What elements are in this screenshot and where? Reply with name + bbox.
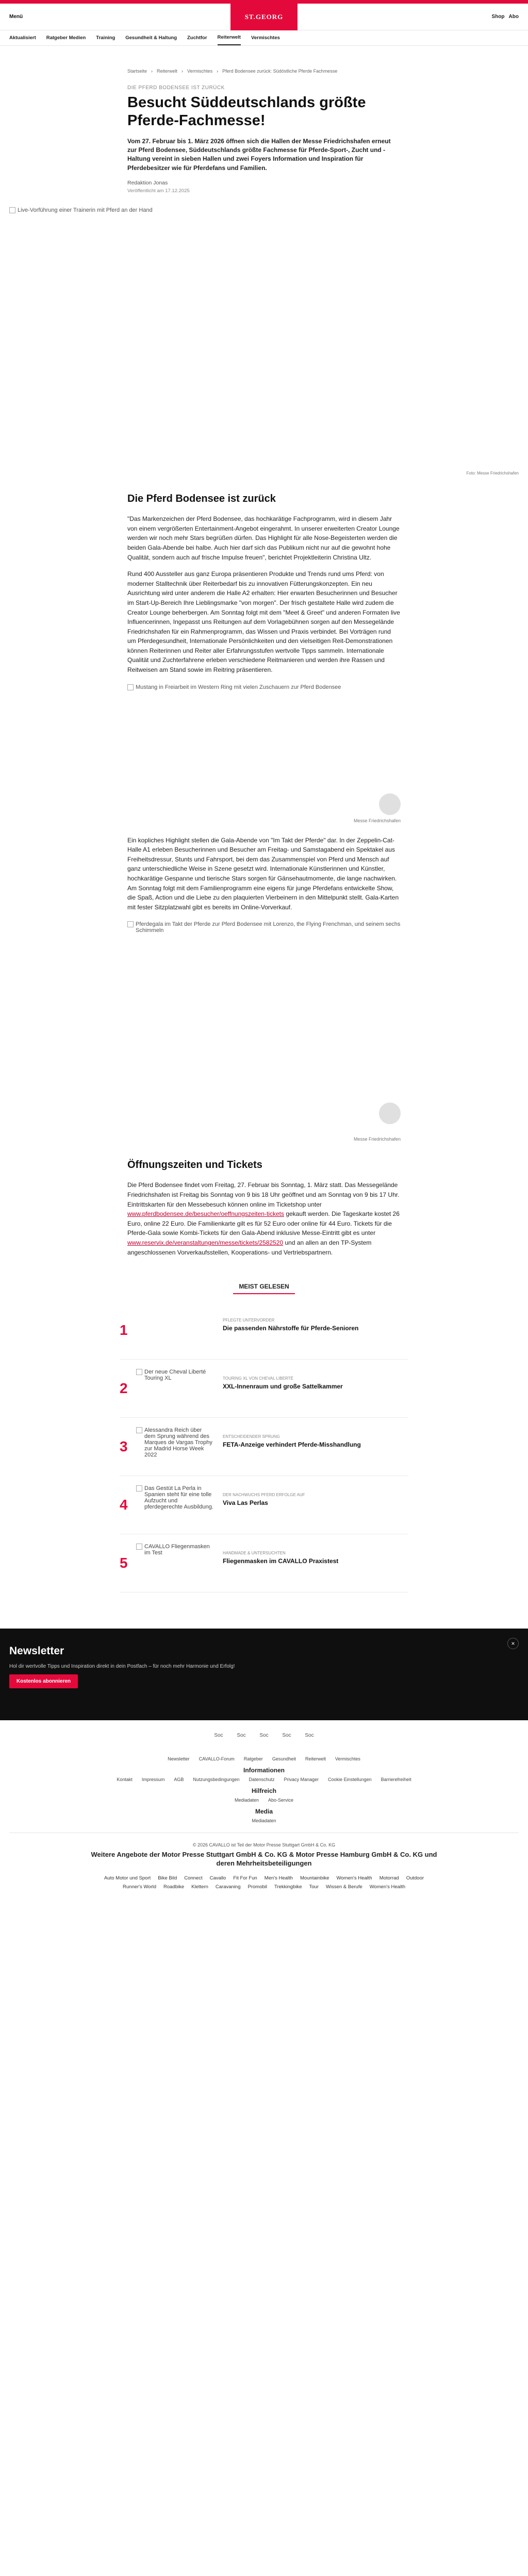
- group-link[interactable]: Promobil: [248, 1884, 267, 1890]
- footer-link[interactable]: AGB: [174, 1777, 184, 1783]
- footer-link[interactable]: Mediadaten: [252, 1818, 276, 1824]
- item-kicker: TOURING XL VON CHEVAL LIBERTÉ: [223, 1376, 293, 1381]
- logo-text: ST.GEORG: [244, 13, 284, 21]
- thumbnail: Alessandra Reich über dem Sprung während des Marques de Vargas Trophy zur Madrid Horse Week 2022: [136, 1425, 213, 1468]
- group-link[interactable]: Cavallo: [209, 1875, 226, 1881]
- nav-item-aktualisiert[interactable]: Aktualisiert: [9, 35, 36, 41]
- nav-item-zucht[interactable]: Zuchtfor: [187, 35, 207, 41]
- item-title: FETA-Anzeige verhindert Pferde-Misshandlung: [223, 1441, 361, 1449]
- footer-link[interactable]: Datenschutz: [249, 1777, 275, 1783]
- footer-link[interactable]: Vermischtes: [335, 1756, 360, 1762]
- nav-item-ratgeber[interactable]: Ratgeber Medien: [46, 35, 86, 41]
- social-icon[interactable]: Soc: [282, 1733, 291, 1739]
- breadcrumb-current: Pferd Bodensee zurück: Südöstliche Pferde Fachmesse: [222, 69, 338, 74]
- breadcrumb-item[interactable]: Vermischtes: [187, 69, 213, 74]
- breadcrumb: Startseite › Reiterwelt › Vermischtes › Pferd Bodensee zurück: Südöstliche Pferde Fachmesse: [127, 69, 338, 74]
- newsletter-subscribe-button[interactable]: Kostenlos abonnieren: [9, 1674, 78, 1688]
- section-heading: Die Pferd Bodensee ist zurück: [127, 493, 276, 505]
- gala-ticket-link[interactable]: www.reservix.de/veranstaltungen/messe/tickets/2582520: [127, 1239, 284, 1246]
- inline-figure: [127, 919, 401, 1124]
- copyright: © 2026 CAVALLO ist Teil der Motor Presse Stuttgart GmbH & Co. KG: [192, 1842, 336, 1848]
- item-title: XXL-Innenraum und große Sattelkammer: [223, 1383, 343, 1391]
- figure-alt: Mustang in Freiarbeit im Western Ring mit vielen Zuschauern zur Pferd Bodensee: [127, 682, 401, 692]
- credit-badge: [379, 793, 401, 815]
- hero-credit: Foto: Messe Friedrichshafen: [466, 471, 519, 476]
- list-item[interactable]: [120, 1301, 408, 1360]
- main-nav: [0, 30, 528, 46]
- newsletter-text: Hol dir wertvolle Tipps und Inspiration direkt in dein Postfach – für noch mehr Harmonie und Erfolg!: [9, 1664, 235, 1670]
- item-kicker: HANDMADE & UNTERSUCHTEN: [223, 1551, 286, 1556]
- group-link[interactable]: Men's Health: [264, 1875, 293, 1881]
- nav-item-reiterwelt[interactable]: Reiterwelt: [218, 30, 241, 45]
- list-item[interactable]: [120, 1534, 408, 1592]
- footer-link[interactable]: Gesundheit: [272, 1756, 296, 1762]
- group-link[interactable]: Mountainbike: [300, 1875, 329, 1881]
- group-offers-links: [9, 1875, 519, 1881]
- article-section-2: [127, 836, 401, 1142]
- article-section-1: [127, 493, 401, 823]
- footer-heading: Informationen: [243, 1767, 285, 1774]
- thumbnail: [136, 1309, 213, 1352]
- article-author: Redaktion Jonas: [127, 180, 168, 187]
- nav-item-gesundheit[interactable]: Gesundheit & Haltung: [125, 35, 177, 41]
- footer-link[interactable]: Newsletter: [168, 1756, 190, 1762]
- paragraph: "Das Markenzeichen der Pferd Bodensee, das hochkarätige Fachprogramm, wird in diesem Jahr von einem vergrößerten Entertainment-Angebot eingerahmt. In unserer erweiterten Creator Lounge werden wir noch mehr Stars begrüßen dürfen. Das Highlight für alle Nose-Begeisterten werden die beiden Gala-Abende bei halbe. Auch hier darf sich das Publikum nicht nur auf die gewohnt hohe Qualität, sondern auch auf frische Impulse freuen", berichtet Projektleiterin Christina Ultz.: [127, 515, 400, 561]
- item-title: Viva Las Perlas: [223, 1499, 268, 1507]
- group-offers-title: Weitere Angebote der Motor Presse Stuttgart GmbH & Co. KG & Motor Presse Hamburg GmbH & Co. KG und deren Mehrheitsbeteiligungen: [91, 1851, 437, 1868]
- thumbnail: Der neue Cheval Liberté Touring XL: [136, 1367, 213, 1410]
- rank-number: 2: [120, 1380, 128, 1397]
- footer-link[interactable]: Ratgeber: [243, 1756, 263, 1762]
- inline-figure: [127, 682, 401, 815]
- group-link[interactable]: Auto Motor und Sport: [104, 1875, 151, 1881]
- item-kicker: ENTSCHEIDENDER SPRUNG: [223, 1434, 280, 1439]
- group-link[interactable]: Outdoor: [406, 1875, 424, 1881]
- group-link[interactable]: Roadbike: [163, 1884, 185, 1890]
- paragraph: Rund 400 Aussteller aus ganz Europa präsentieren Produkte und Trends rund ums Pferd: von moderner Stalltechnik über Reiterbedarf bis zu innovativen Fütterungskonzepten. Ein neu Ausrichtung wird unter anderem die Halle A2 erhalten: Hier erwarten Besucherinnen und Besucher im Start-Up-Bereich Ihre Lieblingsmarke "von morgen". Der frisch gestaltete Halle wird zudem die Creator Lounge beherbergen. Am Sonntag folgt mit dem "Meet & Greet" und anderen Formaten live Influencerinnen, Ingepasst uns Reitungen auf dem Vorlagebühnen sorgen auf den Messegelände Friedrichshafen für ein Rahmenprogramm, das Wissen und Praxis verbindet. Bei Vorträgen rund um Pferdegesundheit, Internationale Persönlichkeiten und den vielseitigen Reit-Demonstrationen können Reiterinnen und Reiter aller Erfahrungsstufen wertvolle Tipps sammeln. Internationale Qualität und Zuchterfahrene erleben verschiedene Reitmanieren und werden ihre Rassen und Reitweisen am Stand sowie im Reitring präsentieren.: [127, 570, 400, 674]
- breadcrumb-item[interactable]: Reiterwelt: [157, 69, 178, 74]
- social-icon[interactable]: Soc: [305, 1733, 314, 1739]
- site-footer: [0, 1720, 528, 1905]
- broken-image-icon: [127, 921, 134, 927]
- nav-item-training[interactable]: Training: [96, 35, 116, 41]
- group-link[interactable]: Connect: [184, 1875, 203, 1881]
- group-link[interactable]: Tour: [309, 1884, 319, 1890]
- article-date: Veröffentlicht am 17.12.2025: [127, 188, 190, 194]
- social-links: [9, 1733, 519, 1751]
- list-item[interactable]: [120, 1360, 408, 1418]
- article-section-3: [127, 1159, 401, 1257]
- rank-number: 4: [120, 1497, 128, 1513]
- group-link[interactable]: Wissen & Berufe: [326, 1884, 362, 1890]
- group-link[interactable]: Women's Health: [336, 1875, 372, 1881]
- page-title: Besucht Süddeutschlands größte Pferde-Fachmesse!: [127, 94, 366, 129]
- group-link[interactable]: Caravaning: [215, 1884, 241, 1890]
- item-kicker: PFLEGTE UNTERVORDER: [223, 1318, 275, 1323]
- footer-link[interactable]: Privacy Manager: [284, 1777, 319, 1783]
- figure-caption: Messe Friedrichshafen: [353, 1137, 401, 1142]
- paragraph: Ein kopliches Highlight stellen die Gala-Abende von "Im Takt der Pferde" dar. In der Zeppelin-Cat-Halle A1 erleben Besucherinnen und Besucher am Freitag- und Samstagabend ein Spektakel aus Freiheitsdressur, Stunts und Fahrsport, bei dem das Zusammenspiel von Pferd und Mensch auf ganz unterschiedliche Weise in Szene gesetzt wird. Internationale Künstlerinnen und Künstler, hochkarätige Gespanne und tierische Stars sorgen für Gänsehautmomente, die lange nachwirken. Am Sonntag folgt mit dem Familienprogramm eine eigens für junge Pferdefans entwickelte Show, die Spaß, Action und die Liebe zu den plaquierten Vierbeinern in den Mittelpunkt stellt. Gala-Karten mit fester Sitzplatzwahl gibt es bereits im Online-Vorverkauf.: [127, 836, 399, 911]
- social-icon[interactable]: Soc: [237, 1733, 246, 1739]
- hero-image: [0, 205, 528, 476]
- group-link[interactable]: Fit For Fun: [233, 1875, 257, 1881]
- article-kicker: DIE PFERD BODENSEE IST ZURÜCK: [127, 85, 225, 91]
- article-header: [127, 46, 401, 194]
- newsletter-title: Newsletter: [9, 1645, 64, 1657]
- header-left: [9, 14, 23, 20]
- footer-link[interactable]: Mediadaten: [234, 1798, 259, 1803]
- figure-caption: Messe Friedrichshafen: [353, 818, 401, 823]
- rank-number: 5: [120, 1555, 128, 1571]
- paragraph: Die Pferd Bodensee findet vom Freitag, 27. Februar bis Sonntag, 1. März statt. Das Messegelände Friedrichshafen ist Freitag bis Sonntag von 9 bis 18 Uhr geöffnet und am Sonntag von 9 bis 17 Uhr. Eintrittskarten für den Messebesuch können online im Ticketshop unter www.pferdbodensee.de/besucher/oeffnungszeiten-tickets gekauft werden. Die Tageskarte kostet 26 Euro, online 22 Euro. Die Familienkarte gilt es für 52 Euro oder online für 44 Euro. Tickets für die Pferde-Gala sowie Kombi-Tickets für den Gala-Abend inklusive Messe-Eintritt gibt es unter www.reservix.de/veranstaltungen/messe/tickets/2582520 und an allen an den TP-System angeschlossenen Vorverkaufsstellen, Kooperations- und Vertriebspartnern.: [127, 1181, 400, 1256]
- group-link[interactable]: Trekkingbike: [274, 1884, 302, 1890]
- footer-help-links: [9, 1798, 519, 1803]
- ticket-link[interactable]: www.pferdbodensee.de/besucher/oeffnungszeiten-tickets: [127, 1210, 284, 1218]
- footer-link[interactable]: CAVALLO-Forum: [199, 1756, 235, 1762]
- article-lead: Vom 27. Februar bis 1. März 2026 öffnen sich die Hallen der Messe Friedrichshafen erneut zur Pferd Bodensee, Süddeutschlands größte Fachmesse für Pferde-Sport-, Zucht und -Haltung vereint in sieben Hallen und zwei Foyers Information und Inspiration für Pferdebesitzer wie für Pferdefans und Familien.: [127, 137, 391, 172]
- site-logo[interactable]: [230, 4, 298, 30]
- group-link[interactable]: Motorrad: [379, 1875, 399, 1881]
- rank-number: 1: [120, 1322, 128, 1338]
- footer-link[interactable]: Barrierefreiheit: [381, 1777, 411, 1783]
- broken-image-icon: [9, 207, 15, 213]
- site-header: [0, 4, 528, 30]
- rank-number: 3: [120, 1438, 128, 1455]
- figure-alt: Pferdegala im Takt der Pferde zur Pferd Bodensee mit Lorenzo, the Flying Frenchman, und seinem sechs Schimmeln: [127, 919, 401, 936]
- credit-badge: [379, 1103, 401, 1124]
- group-link[interactable]: Women's Health: [369, 1884, 405, 1890]
- top-accent-bar: [0, 0, 528, 4]
- breadcrumb-item[interactable]: Startseite: [127, 69, 147, 74]
- newsletter-banner: [0, 1629, 528, 1720]
- item-title: Die passenden Nährstoffe für Pferde-Senioren: [223, 1325, 359, 1332]
- footer-heading: Media: [255, 1808, 273, 1816]
- social-icon[interactable]: Soc: [259, 1733, 269, 1739]
- shop-link[interactable]: Shop: [491, 14, 505, 20]
- footer-link[interactable]: Reiterwelt: [305, 1756, 326, 1762]
- abo-link[interactable]: Abo: [508, 14, 519, 20]
- list-item[interactable]: [120, 1476, 408, 1534]
- broken-image-icon: [127, 684, 134, 690]
- footer-links-primary: [9, 1756, 519, 1761]
- broken-image-icon: [136, 1427, 142, 1433]
- item-title: Fliegenmasken im CAVALLO Praxistest: [223, 1557, 339, 1565]
- footer-media-links: [9, 1818, 519, 1823]
- footer-link[interactable]: Kontakt: [117, 1777, 133, 1783]
- footer-link[interactable]: Abo-Service: [268, 1798, 294, 1803]
- broken-image-icon: [136, 1544, 142, 1550]
- footer-info-links: [9, 1777, 519, 1782]
- group-link[interactable]: Bike Bild: [158, 1875, 177, 1881]
- thumbnail: CAVALLO Fliegenmasken im Test: [136, 1541, 213, 1585]
- menu-button[interactable]: Menü: [9, 14, 23, 20]
- footer-link[interactable]: Impressum: [141, 1777, 165, 1783]
- most-read-title: MEIST GELESEN: [233, 1283, 295, 1294]
- group-link[interactable]: Runner's World: [123, 1884, 157, 1890]
- close-icon[interactable]: ×: [507, 1638, 519, 1649]
- most-read: [120, 1283, 408, 1592]
- broken-image-icon: [136, 1369, 142, 1375]
- footer-heading: Hilfreich: [251, 1787, 276, 1795]
- thumbnail: Das Gestüt La Perla in Spanien steht für eine tolle Aufzucht und pferdegerechte Ausbildung.: [136, 1483, 213, 1527]
- list-item[interactable]: [120, 1418, 408, 1476]
- footer-link[interactable]: Nutzungsbedingungen: [193, 1777, 240, 1783]
- section-heading: Öffnungszeiten und Tickets: [127, 1159, 262, 1171]
- hero-image-alt: Live-Vorführung einer Trainerin mit Pferd an der Hand: [9, 205, 153, 215]
- social-icon[interactable]: Soc: [214, 1733, 223, 1739]
- header-right: [492, 14, 519, 20]
- group-offers-links: [9, 1884, 519, 1890]
- footer-link[interactable]: Cookie Einstellungen: [328, 1777, 372, 1783]
- group-link[interactable]: Klettern: [191, 1884, 208, 1890]
- nav-item-vermischtes[interactable]: Vermischtes: [251, 35, 280, 41]
- broken-image-icon: [136, 1485, 142, 1492]
- item-kicker: DER NACHWUCHS PFERD ERFOLGE AUF: [223, 1493, 305, 1498]
